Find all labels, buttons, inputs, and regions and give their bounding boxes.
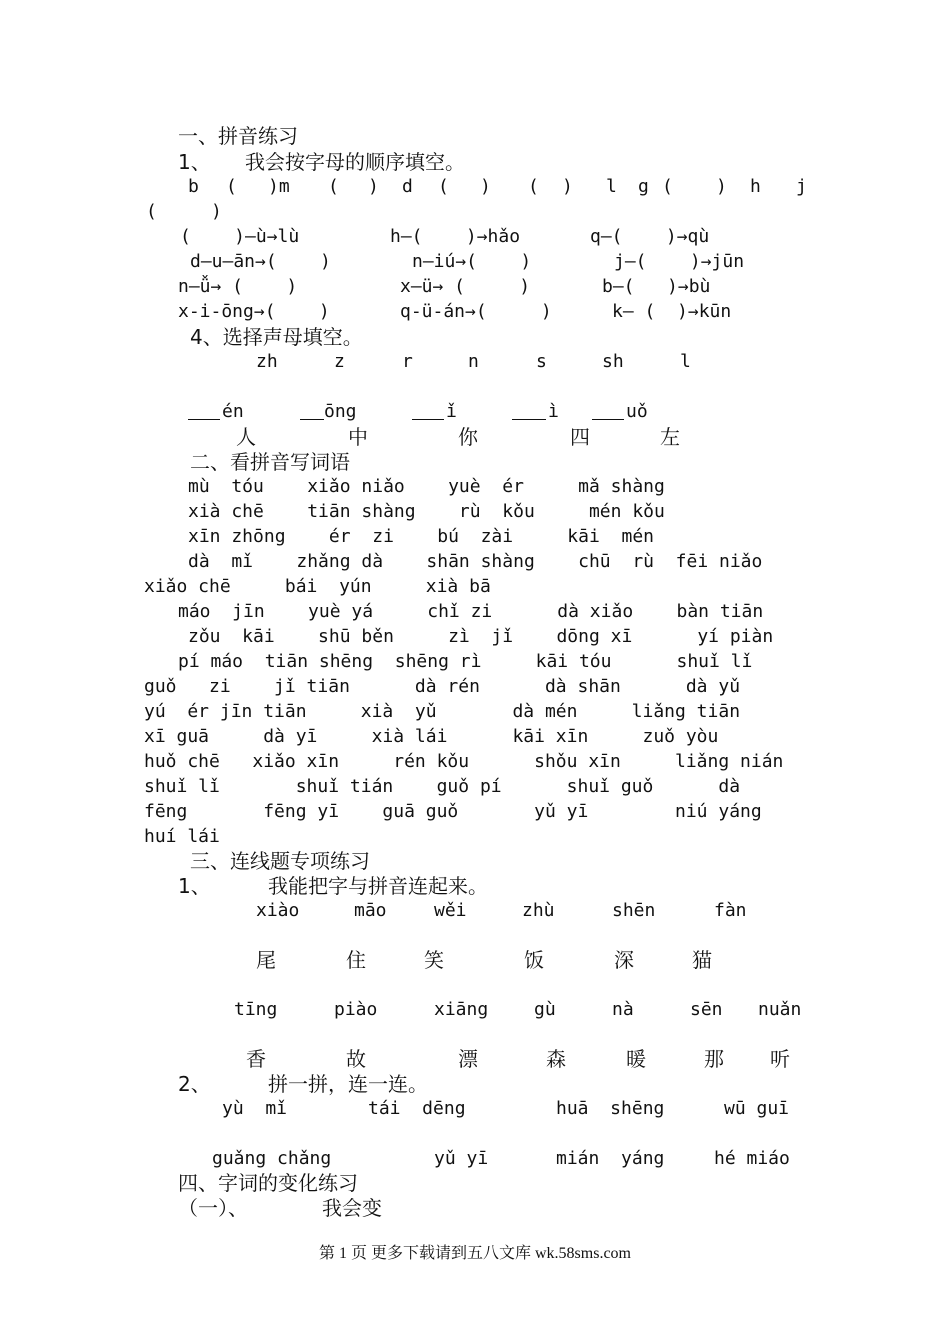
fill-blank-row bbox=[0, 399, 950, 425]
answer-blank[interactable] bbox=[188, 399, 220, 420]
spelling-item: q—( )→qù bbox=[590, 226, 710, 247]
pinyin-option[interactable]: māo bbox=[354, 900, 387, 921]
hanzi-option[interactable]: 那 bbox=[704, 1047, 724, 1071]
hanzi-option[interactable]: 香 bbox=[246, 1047, 266, 1071]
pinyin-option[interactable]: tīng bbox=[234, 999, 278, 1020]
alpha-item: ( bbox=[528, 176, 539, 197]
pinyin-option[interactable]: piào bbox=[334, 999, 378, 1020]
alphabet-order-line-2: ( ) bbox=[146, 201, 222, 222]
initial-option: sh bbox=[602, 351, 624, 372]
alphabet-order-line bbox=[0, 174, 950, 200]
pinyin-option[interactable]: gù bbox=[534, 999, 556, 1020]
final-syllable: én bbox=[222, 401, 244, 422]
spelling-item: k— ( )→kūn bbox=[612, 301, 732, 322]
hanzi-option[interactable]: 住 bbox=[346, 948, 366, 972]
alpha-item: ( bbox=[662, 176, 673, 197]
pinyin-word-row: xī guā dà yī xià lái kāi xīn zuǒ yòu bbox=[144, 726, 719, 747]
section-heading-pinyin: 一、拼音练习 bbox=[178, 124, 298, 148]
alpha-item: l bbox=[606, 176, 617, 197]
alpha-item: d bbox=[402, 176, 413, 197]
hanzi-option[interactable]: 漂 bbox=[458, 1047, 478, 1071]
hanzi-option[interactable]: 饭 bbox=[524, 948, 544, 972]
hanzi-option[interactable]: 故 bbox=[346, 1047, 366, 1071]
alpha-item: h bbox=[750, 176, 761, 197]
pinyin-option[interactable]: zhù bbox=[522, 900, 555, 921]
initial-option: r bbox=[402, 351, 413, 372]
initial-option: s bbox=[536, 351, 547, 372]
pinyin-word-row: máo jīn yuè yá chǐ zi dà xiǎo bàn tiān bbox=[178, 601, 764, 622]
pinyin-option[interactable]: huā shēng bbox=[556, 1098, 665, 1119]
hanzi-hint: 你 bbox=[458, 425, 478, 449]
alpha-item: ) bbox=[716, 176, 727, 197]
alpha-item: ( bbox=[438, 176, 449, 197]
spelling-row bbox=[0, 249, 950, 275]
pinyin-option[interactable]: yù mǐ bbox=[222, 1098, 288, 1119]
question-text: 我会按字母的顺序填空。 bbox=[245, 150, 465, 174]
initials-row bbox=[0, 349, 950, 375]
alpha-item: j bbox=[796, 176, 807, 197]
question-number: 2、 bbox=[178, 1072, 211, 1096]
pinyin-word-row: guǒ zi jǐ tiān dà rén dà shān dà yǔ bbox=[144, 676, 741, 697]
hanzi-hint: 中 bbox=[348, 425, 368, 449]
question-text: 我能把字与拼音连起来。 bbox=[268, 874, 488, 898]
hanzi-option[interactable]: 暖 bbox=[626, 1047, 646, 1071]
pinyin-word-row: dà mǐ zhǎng dà shān shàng chū rù fēi niǎo bbox=[188, 551, 763, 572]
section-heading-words: 二、看拼音写词语 bbox=[190, 450, 350, 474]
pinyin-option[interactable]: xiāng bbox=[434, 999, 489, 1020]
question-4-text: 4、选择声母填空。 bbox=[190, 325, 363, 349]
pinyin-option[interactable]: wū guī bbox=[724, 1098, 790, 1119]
alpha-item: ) bbox=[480, 176, 491, 197]
pinyin-option[interactable]: yǔ yī bbox=[434, 1148, 489, 1169]
spelling-item: n—ǚ→ ( ) bbox=[178, 276, 298, 297]
hanzi-hint: 四 bbox=[570, 425, 590, 449]
section-heading-matching: 三、连线题专项练习 bbox=[190, 849, 370, 873]
hanzi-hint: 人 bbox=[236, 425, 256, 449]
hanzi-option[interactable]: 猫 bbox=[692, 948, 712, 972]
hanzi-option[interactable]: 笑 bbox=[424, 948, 444, 972]
pinyin-option[interactable]: sēn bbox=[690, 999, 723, 1020]
spelling-item: x-i-ōng→( ) bbox=[178, 301, 330, 322]
question-number: 1、 bbox=[178, 150, 211, 174]
pinyin-option[interactable]: tái dēng bbox=[368, 1098, 466, 1119]
alpha-item: ( bbox=[226, 176, 237, 197]
pinyin-word-row: zǒu kāi shū běn zì jǐ dōng xī yí piàn bbox=[188, 626, 774, 647]
pinyin-word-row: pí máo tiān shēng shēng rì kāi tóu shuǐ lǐ bbox=[178, 651, 753, 672]
alpha-item: g bbox=[638, 176, 649, 197]
alpha-item: ) bbox=[368, 176, 379, 197]
spelling-item: h—( )→hǎo bbox=[390, 226, 521, 247]
matching-pinyin-row bbox=[0, 1096, 950, 1122]
final-syllable: ōng bbox=[324, 401, 357, 422]
question-number: 1、 bbox=[178, 874, 211, 898]
hanzi-option[interactable]: 深 bbox=[614, 948, 634, 972]
subsection-text: 我会变 bbox=[322, 1196, 382, 1220]
pinyin-word-row: mù tóu xiǎo niǎo yuè ér mǎ shàng bbox=[188, 476, 665, 497]
answer-blank[interactable] bbox=[300, 399, 324, 420]
pinyin-option[interactable]: nuǎn bbox=[758, 999, 802, 1020]
alpha-item: b bbox=[188, 176, 199, 197]
spelling-item: ( )—ù→lù bbox=[180, 226, 300, 247]
pinyin-word-row: fēng fēng yī guā guǒ yǔ yī niú yáng bbox=[144, 801, 762, 822]
character-hint-row bbox=[0, 424, 950, 450]
spelling-item: q-ü-án→( ) bbox=[400, 301, 552, 322]
matching-pinyin-row bbox=[0, 1146, 950, 1172]
pinyin-option[interactable]: xiào bbox=[256, 900, 300, 921]
matching-pinyin-row bbox=[0, 997, 950, 1023]
pinyin-option[interactable]: mián yáng bbox=[556, 1148, 665, 1169]
spelling-item: n—iú→( ) bbox=[412, 251, 532, 272]
matching-character-row bbox=[0, 1046, 950, 1072]
pinyin-option[interactable]: hé miáo bbox=[714, 1148, 790, 1169]
pinyin-word-row: yú ér jīn tiān xià yǔ dà mén liǎng tiān bbox=[144, 701, 741, 722]
matching-character-row bbox=[0, 947, 950, 973]
pinyin-option[interactable]: guǎng chǎng bbox=[212, 1148, 332, 1169]
spelling-row bbox=[0, 274, 950, 300]
answer-blank[interactable] bbox=[592, 399, 624, 420]
final-syllable: ì bbox=[548, 401, 559, 422]
spelling-item: x—ü→ ( ) bbox=[400, 276, 531, 297]
hanzi-hint: 左 bbox=[660, 425, 680, 449]
hanzi-option[interactable]: 森 bbox=[546, 1047, 566, 1071]
answer-blank[interactable] bbox=[512, 399, 546, 420]
spelling-item: j—( )→jūn bbox=[614, 251, 745, 272]
initial-option: zh bbox=[256, 351, 278, 372]
spelling-row bbox=[0, 224, 950, 250]
section-heading-word-change: 四、字词的变化练习 bbox=[178, 1171, 358, 1195]
question-text: 拼一拼，连一连。 bbox=[268, 1072, 428, 1096]
alpha-item: ) bbox=[562, 176, 573, 197]
pinyin-option[interactable]: fàn bbox=[714, 900, 747, 921]
hanzi-option[interactable]: 听 bbox=[770, 1047, 790, 1071]
alpha-item: )m bbox=[268, 176, 290, 197]
spelling-item: d—u—ān→( ) bbox=[190, 251, 331, 272]
initial-option: l bbox=[680, 351, 691, 372]
pinyin-word-row: xiǎo chē bái yún xià bā bbox=[144, 576, 491, 597]
subsection-number: （一）、 bbox=[178, 1196, 248, 1220]
pinyin-word-row: huǒ chē xiǎo xīn rén kǒu shǒu xīn liǎng nián bbox=[144, 751, 784, 772]
hanzi-option[interactable]: 尾 bbox=[256, 948, 276, 972]
pinyin-word-row: xià chē tiān shàng rù kǒu mén kǒu bbox=[188, 501, 665, 522]
page-footer: 第 1 页 更多下载请到五八文库 wk.58sms.com bbox=[318, 1245, 631, 1262]
pinyin-word-row: xīn zhōng ér zi bú zài kāi mén bbox=[188, 526, 654, 547]
pinyin-option[interactable]: shēn bbox=[612, 900, 656, 921]
initial-option: z bbox=[334, 351, 345, 372]
alpha-item: ( bbox=[328, 176, 339, 197]
initial-option: n bbox=[468, 351, 479, 372]
pinyin-option[interactable]: wěi bbox=[434, 900, 467, 921]
answer-blank[interactable] bbox=[412, 399, 444, 420]
pinyin-word-row: shuǐ lǐ shuǐ tián guǒ pí shuǐ guǒ dà bbox=[144, 776, 741, 797]
spelling-row bbox=[0, 299, 950, 325]
pinyin-word-row: huí lái bbox=[144, 826, 220, 847]
pinyin-option[interactable]: nà bbox=[612, 999, 634, 1020]
final-syllable: ǐ bbox=[446, 401, 457, 422]
spelling-item: b—( )→bù bbox=[602, 276, 711, 297]
final-syllable: uǒ bbox=[626, 401, 648, 422]
matching-pinyin-row bbox=[0, 898, 950, 924]
